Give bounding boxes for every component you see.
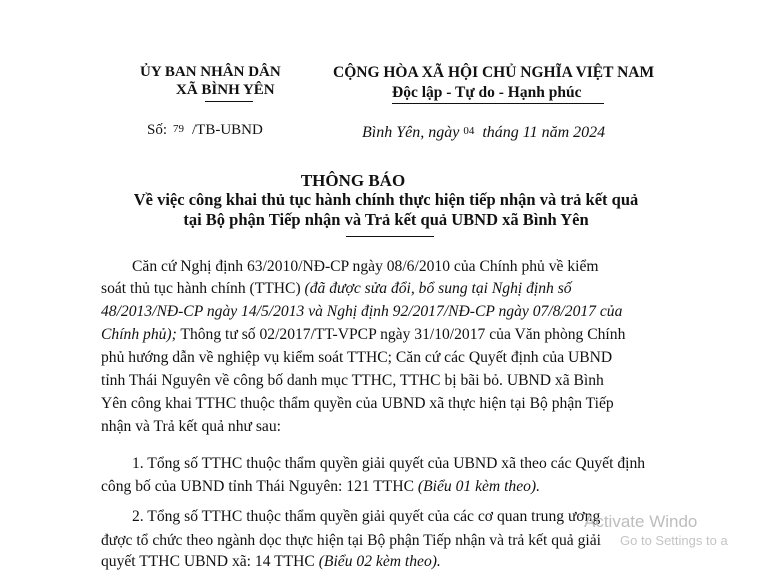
date-day: 04 bbox=[463, 125, 475, 137]
body-line bbox=[101, 280, 657, 298]
body-line: được tổ chức theo ngành dọc thực hiện tại Bộ phận Tiếp nhận và trả kết quả giải bbox=[101, 532, 601, 549]
title-underline bbox=[346, 236, 434, 237]
body-text: soát thủ tục hành chính (TTHC) bbox=[101, 280, 305, 297]
org-name-line1: ỦY BAN NHÂN DÂN bbox=[140, 64, 281, 80]
body-line: 48/2013/NĐ-CP ngày 14/5/2013 và Nghị định 92/2017/NĐ-CP ngày 07/8/2017 của bbox=[101, 303, 623, 320]
body-text: công bố của UBND tỉnh Thái Nguyên: 121 TTHC bbox=[101, 478, 418, 495]
body-text: quyết TTHC UBND xã: 14 TTHC bbox=[101, 553, 319, 570]
org-underline bbox=[205, 101, 253, 102]
org-name-line2: XÃ BÌNH YÊN bbox=[176, 82, 275, 98]
body-italic-text: (Biểu 01 kèm theo). bbox=[417, 478, 541, 495]
doc-subject-line1: Về việc công khai thủ tục hành chính thực hiện tiếp nhận và trả kết quả bbox=[133, 190, 639, 209]
document-date bbox=[362, 124, 605, 142]
activation-watermark-hint: Go to Settings to a bbox=[620, 533, 728, 548]
activation-watermark-title: Activate Windo bbox=[584, 512, 698, 531]
body-line: Căn cứ Nghị định 63/2010/NĐ-CP ngày 08/6/2010 của Chính phủ về kiểm bbox=[132, 258, 599, 275]
doc-no-suffix: /TB-UBND bbox=[192, 122, 263, 138]
body-text: Thông tư số 02/2017/TT-VPCP ngày 31/10/2017 của Văn phòng Chính bbox=[176, 326, 626, 343]
body-line: phủ hướng dẫn về nghiệp vụ kiểm soát TTHC; Căn cứ các Quyết định của UBND bbox=[101, 349, 613, 366]
body-line: Yên công khai TTHC thuộc thẩm quyền của UBND xã thực hiện tại Bộ phận Tiếp bbox=[101, 395, 614, 412]
doc-subject-line2: tại Bộ phận Tiếp nhận và Trả kết quả UBND xã Bình Yên bbox=[183, 210, 589, 229]
doc-title: THÔNG BÁO bbox=[300, 171, 406, 190]
document-number bbox=[147, 122, 263, 139]
national-title: CỘNG HÒA XÃ HỘI CHỦ NGHĨA VIỆT NAM bbox=[333, 64, 655, 81]
body-italic-text: (đã được sửa đổi, bổ sung tại Nghị định số bbox=[304, 280, 572, 297]
body-italic-text: Chính phủ); bbox=[101, 326, 177, 343]
date-prefix: Bình Yên, ngày bbox=[362, 124, 460, 141]
body-line: 1. Tổng số TTHC thuộc thẩm quyền giải quyết của UBND xã theo các Quyết định bbox=[132, 455, 646, 472]
body-line bbox=[101, 553, 657, 571]
body-line bbox=[101, 478, 657, 496]
motto-underline bbox=[392, 103, 604, 104]
doc-no-prefix: Số: bbox=[147, 122, 168, 138]
body-line: 2. Tổng số TTHC thuộc thẩm quyền giải quyết của các cơ quan trung ương bbox=[132, 508, 601, 525]
national-motto: Độc lập - Tự do - Hạnh phúc bbox=[392, 84, 582, 101]
date-suffix: tháng 11 năm 2024 bbox=[482, 124, 606, 141]
doc-no-number: 79 bbox=[173, 123, 185, 135]
body-line: tỉnh Thái Nguyên về công bố danh mục TTHC, TTHC bị bãi bỏ. UBND xã Bình bbox=[101, 372, 604, 389]
body-line: nhận và Trả kết quả như sau: bbox=[101, 418, 281, 435]
body-italic-text: (Biểu 02 kèm theo). bbox=[318, 553, 441, 570]
body-line bbox=[101, 326, 657, 344]
